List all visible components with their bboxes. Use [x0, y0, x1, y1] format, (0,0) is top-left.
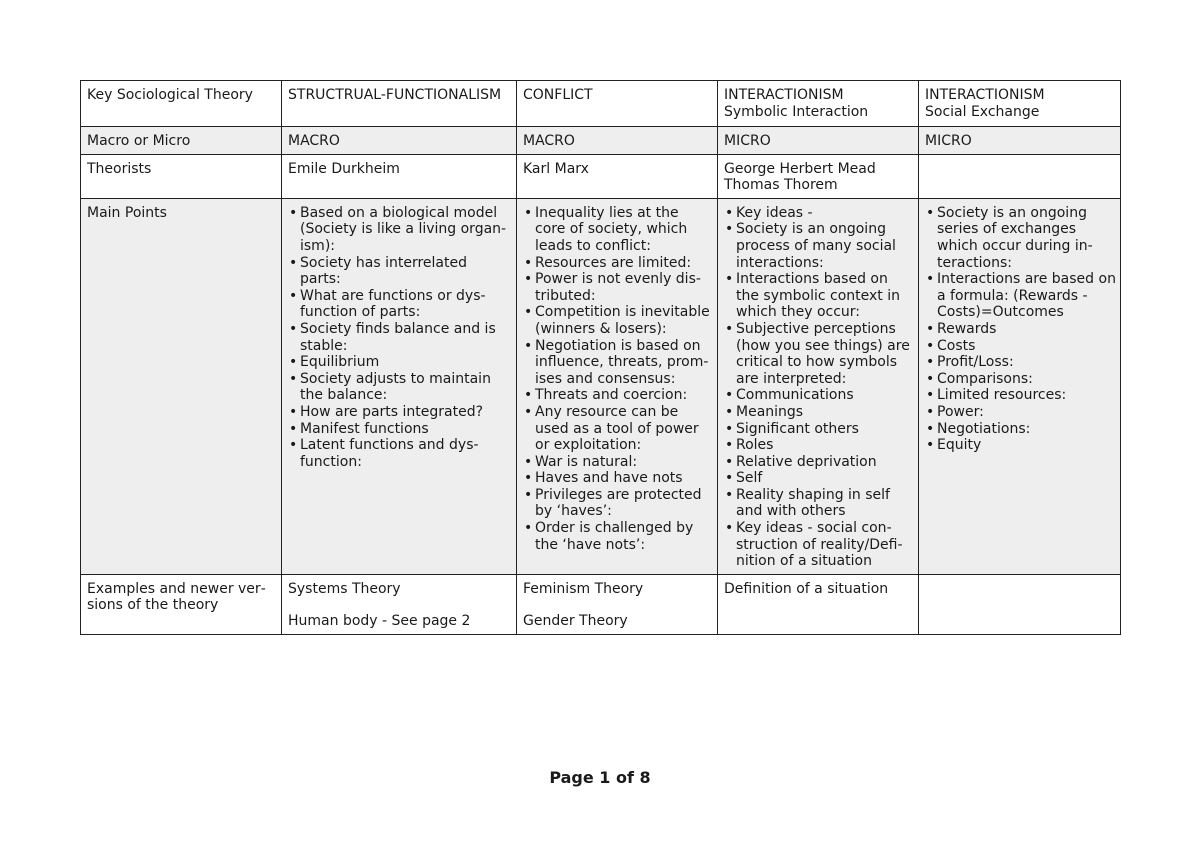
bullet-item: • Subjective perceptions (how you see things) are critical to how symbols are interpreted: [724, 321, 914, 387]
bullet-item: • Negotiations: [925, 421, 1116, 438]
bullet-item: • Interactions are based on a formula: (Rewards - Costs)=Outcomes [925, 271, 1116, 321]
row-label-examples: Examples and newer versions of the theory [81, 574, 282, 634]
bullet-item: • Negotiation is based on influence, threats, promises and consensus: [523, 338, 713, 388]
theory-name: INTERACTIONISM [724, 87, 844, 103]
row-label-key-theory: Key Sociological Theory [81, 81, 282, 127]
cell-line: Karl Marx [523, 160, 589, 177]
document-page [80, 80, 1120, 635]
bullet-item: • Society is an ongoing process of many social interactions: [724, 221, 914, 271]
bullet-item: • Self [724, 470, 914, 487]
bullet-item: • Key ideas - [724, 205, 914, 222]
theory-header-conflict [517, 81, 718, 127]
examples-row [81, 574, 1121, 634]
bullet-list [288, 205, 512, 471]
bullet-item: • Profit/Loss: [925, 354, 1116, 371]
example-text: Gender Theory [523, 613, 628, 630]
bullet-item: • Privileges are protected by ‘haves’: [523, 487, 713, 520]
header-row [81, 81, 1121, 127]
paragraph-gap [288, 597, 512, 613]
theorists-cell [517, 154, 718, 198]
bullet-item: • Inequality lies at the core of society, which leads to conflict: [523, 205, 713, 255]
bullet-item: • Reality shaping in self and with others [724, 487, 914, 520]
paragraph-gap [523, 597, 713, 613]
example-text: Feminism Theory [523, 580, 644, 597]
bullet-list [523, 205, 713, 553]
theory-subname: Symbolic Interaction [724, 103, 869, 120]
cell-line: Thomas Thorem [724, 177, 838, 194]
main-points-cell [718, 198, 919, 574]
examples-cell [282, 574, 517, 634]
theorists-cell [718, 154, 919, 198]
bullet-item: • Society finds balance and is stable: [288, 321, 512, 354]
bullet-item: • Resources are limited: [523, 255, 713, 272]
bullet-item: • Power is not evenly distributed: [523, 271, 713, 304]
examples-cell [718, 574, 919, 634]
bullet-item: • Roles [724, 437, 914, 454]
bullet-item: • Threats and coercion: [523, 387, 713, 404]
sociological-theory-table [80, 80, 1121, 635]
macro-micro-row [81, 127, 1121, 155]
bullet-item: • How are parts integrated? [288, 404, 512, 421]
bullet-list [724, 205, 914, 570]
main-points-cell [282, 198, 517, 574]
bullet-item: • Society adjusts to maintain the balance: [288, 371, 512, 404]
theory-header-symbolic-interaction [718, 81, 919, 127]
bullet-item: • Competition is inevitable (winners & losers): [523, 304, 713, 337]
scale-cell: MICRO [718, 127, 919, 155]
cell-line: George Herbert Mead [724, 160, 876, 177]
theory-name: STRUCTRUAL-FUNCTIONALISM [288, 87, 502, 103]
bullet-item: • Power: [925, 404, 1116, 421]
scale-cell: MICRO [919, 127, 1121, 155]
theorists-row [81, 154, 1121, 198]
bullet-item: • Comparisons: [925, 371, 1116, 388]
bullet-list [925, 205, 1116, 454]
theory-name: CONFLICT [523, 87, 593, 103]
main-points-row [81, 198, 1121, 574]
bullet-item: • Equilibrium [288, 354, 512, 371]
scale-cell: MACRO [282, 127, 517, 155]
example-text: Systems Theory [288, 580, 401, 597]
main-points-cell [517, 198, 718, 574]
bullet-item: • Communications [724, 387, 914, 404]
bullet-item: • Relative deprivation [724, 454, 914, 471]
examples-cell [919, 574, 1121, 634]
bullet-item: • Significant others [724, 421, 914, 438]
bullet-item: • Equity [925, 437, 1116, 454]
bullet-item: • Society has interrelated parts: [288, 255, 512, 288]
page-number: Page 1 of 8 [549, 768, 651, 787]
bullet-item: • Rewards [925, 321, 1116, 338]
theorists-cell [282, 154, 517, 198]
row-label-main-points: Main Points [81, 198, 282, 574]
example-text: Definition of a situation [724, 580, 889, 597]
bullet-item: • Any resource can be used as a tool of power or exploitation: [523, 404, 713, 454]
bullet-item: • Society is an ongoing series of exchanges which occur during interactions: [925, 205, 1116, 271]
row-label-theorists: Theorists [81, 154, 282, 198]
theorists-cell [919, 154, 1121, 198]
bullet-item: • Costs [925, 338, 1116, 355]
cell-line: Emile Durkheim [288, 160, 400, 177]
bullet-item: • Key ideas - social construction of reality/Definition of a situation [724, 520, 914, 570]
example-text: Human body - See page 2 [288, 613, 471, 630]
main-points-cell [919, 198, 1121, 574]
examples-cell [517, 574, 718, 634]
theory-subname: Social Exchange [925, 103, 1040, 120]
bullet-item: • War is natural: [523, 454, 713, 471]
theory-header-structural-functionalism [282, 81, 517, 127]
bullet-item: • What are functions or dysfunction of parts: [288, 288, 512, 321]
theory-header-social-exchange [919, 81, 1121, 127]
bullet-item: • Latent functions and dysfunction: [288, 437, 512, 470]
bullet-item: • Based on a biological model (Society is like a living organism): [288, 205, 512, 255]
theory-name: INTERACTIONISM [925, 87, 1045, 103]
bullet-item: • Order is challenged by the ‘have nots’: [523, 520, 713, 553]
row-label-macro-micro: Macro or Micro [81, 127, 282, 155]
bullet-item: • Manifest functions [288, 421, 512, 438]
bullet-item: • Limited resources: [925, 387, 1116, 404]
scale-cell: MACRO [517, 127, 718, 155]
bullet-item: • Interactions based on the symbolic context in which they occur: [724, 271, 914, 321]
bullet-item: • Haves and have nots [523, 470, 713, 487]
bullet-item: • Meanings [724, 404, 914, 421]
